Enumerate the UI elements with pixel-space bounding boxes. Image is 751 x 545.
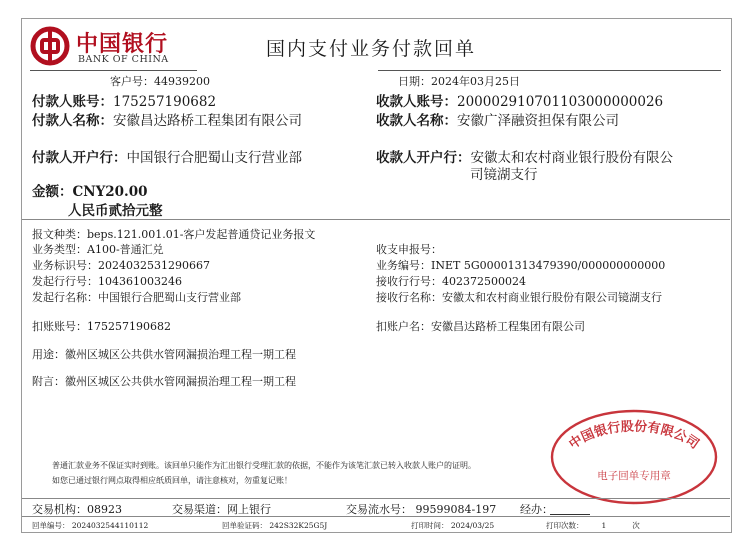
receipt-number: 回单编号： 2024032544110112 bbox=[32, 521, 149, 530]
sending-bank-number: 发起行行号：104361003246 bbox=[32, 275, 182, 288]
payer-name: 付款人名称：安徽昌达路桥工程集团有限公司 bbox=[32, 113, 302, 129]
debit-account: 扣账账号：175257190682 bbox=[32, 320, 171, 333]
svg-text:中国银行股份有限公司: 中国银行股份有限公司 bbox=[566, 419, 702, 453]
receiving-bank-number: 接收行行号：402372500024 bbox=[376, 275, 526, 288]
amount-in-words: 人民币贰拾元整 bbox=[68, 203, 163, 219]
receipt-date: 日期：2024年03月25日 bbox=[398, 75, 520, 88]
payee-account: 收款人账号：200002910701103000000026 bbox=[376, 94, 664, 110]
bank-name-en: BANK OF CHINA bbox=[78, 54, 169, 65]
payer-bank: 付款人开户行：中国银行合肥蜀山支行营业部 bbox=[32, 150, 302, 166]
debit-account-name: 扣账户名：安徽昌达路桥工程集团有限公司 bbox=[376, 320, 585, 333]
transaction-channel: 交易渠道：网上银行 bbox=[172, 503, 271, 516]
transaction-serial: 交易流水号： 99599084-197 bbox=[346, 503, 497, 516]
receipt-report-number: 收支申报号： bbox=[376, 243, 442, 256]
business-type: 业务类型：A100-普通汇兑 bbox=[32, 243, 164, 256]
business-id: 业务标识号：2024032531290667 bbox=[32, 259, 210, 272]
print-time: 打印时间： 2024/03/25 bbox=[411, 521, 495, 530]
sending-bank-name: 发起行名称：中国银行合肥蜀山支行营业部 bbox=[32, 291, 241, 304]
footer-divider-bottom bbox=[22, 516, 730, 517]
payee-name: 收款人名称：安徽广泽融资担保有限公司 bbox=[376, 113, 619, 129]
transaction-org: 交易机构：08923 bbox=[32, 503, 122, 516]
bank-name-cn: 中国银行 bbox=[76, 31, 169, 57]
handler: 经办： bbox=[520, 503, 553, 516]
payee-bank-cont: 司镜湖支行 bbox=[470, 167, 538, 183]
header-line-left bbox=[30, 70, 197, 71]
header-line-right bbox=[378, 70, 721, 71]
handler-line bbox=[550, 514, 590, 515]
amount: 金额：CNY20.00 bbox=[32, 184, 148, 200]
receipt-verify-code: 回单验证码： 242S32K25G5J bbox=[222, 521, 328, 530]
notice-line-1: 普通汇款业务不保证实时到账。该回单只能作为汇出银行受理汇款的依据，不能作为该笔汇款已转入收款人账户的证明。 bbox=[52, 461, 476, 470]
business-number: 业务编号：INET 5G00001313479390/000000000000 bbox=[376, 259, 666, 272]
purpose: 用途：徽州区城区公共供水管网漏损治理工程一期工程 bbox=[32, 348, 296, 361]
customer-number: 客户号：44939200 bbox=[110, 75, 210, 88]
document-title: 国内支付业务付款回单 bbox=[266, 38, 477, 60]
payer-account: 付款人账号：175257190682 bbox=[32, 94, 217, 110]
postscript: 附言：徽州区城区公共供水管网漏损治理工程一期工程 bbox=[32, 375, 296, 388]
section-divider bbox=[22, 219, 730, 220]
seal-subtitle: 电子回单专用章 bbox=[597, 470, 671, 482]
payee-bank: 收款人开户行：安徽太和农村商业银行股份有限公 bbox=[376, 150, 673, 166]
message-type: 报文种类：beps.121.001.01-客户发起普通贷记业务报文 bbox=[32, 228, 316, 241]
receiving-bank-name: 接收行名称：安徽太和农村商业银行股份有限公司镜湖支行 bbox=[376, 291, 662, 304]
print-count: 打印次数： 1 次 bbox=[546, 521, 640, 530]
notice-line-2: 如您已通过银行网点取得相应纸质回单，请注意核对，勿重复记账！ bbox=[52, 476, 292, 485]
footer-divider-top bbox=[22, 498, 730, 499]
boc-logo-icon bbox=[30, 26, 70, 66]
bank-seal-stamp bbox=[549, 408, 719, 506]
